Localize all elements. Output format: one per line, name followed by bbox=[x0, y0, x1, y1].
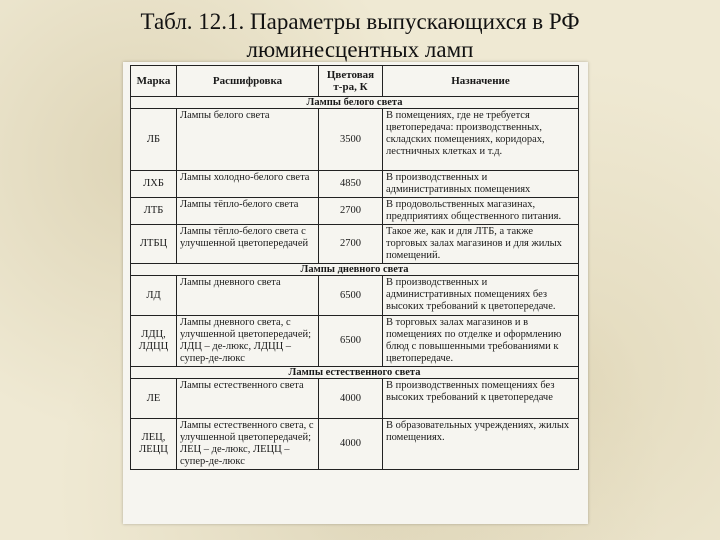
cell-temp: 2700 bbox=[319, 198, 383, 225]
scanned-table-sheet bbox=[123, 62, 588, 524]
cell-mark: ЛТБЦ bbox=[131, 225, 177, 264]
cell-decoding: Лампы дневного света, с улучшенной цветопередачей; ЛДЦ – де-люкс, ЛДЦЦ – супер-де-люкс bbox=[177, 316, 319, 367]
cell-purpose: В продовольственных магазинах, предприятиях общественного питания. bbox=[383, 198, 579, 225]
section-title-daylight: Лампы дневного света bbox=[131, 264, 579, 276]
table-row bbox=[131, 109, 579, 171]
cell-temp: 2700 bbox=[319, 225, 383, 264]
cell-mark: ЛХБ bbox=[131, 171, 177, 198]
table-row bbox=[131, 379, 579, 419]
section-row bbox=[131, 264, 579, 276]
lamp-parameters-table bbox=[130, 65, 579, 470]
table-row bbox=[131, 419, 579, 470]
cell-temp: 3500 bbox=[319, 109, 383, 171]
section-title-natural: Лампы естественного света bbox=[131, 367, 579, 379]
cell-decoding: Лампы холодно-белого света bbox=[177, 171, 319, 198]
cell-decoding: Лампы белого света bbox=[177, 109, 319, 171]
cell-mark: ЛТБ bbox=[131, 198, 177, 225]
cell-mark: ЛБ bbox=[131, 109, 177, 171]
title-line-2: люминесцентных ламп bbox=[246, 37, 474, 62]
table-row bbox=[131, 171, 579, 198]
table-row bbox=[131, 198, 579, 225]
section-row bbox=[131, 97, 579, 109]
header-purpose: Назначение bbox=[383, 66, 579, 97]
table-row bbox=[131, 316, 579, 367]
cell-decoding: Лампы тёпло-белого света с улучшенной цветопередачей bbox=[177, 225, 319, 264]
slide-title bbox=[0, 8, 720, 64]
section-title-white: Лампы белого света bbox=[131, 97, 579, 109]
cell-purpose: В помещениях, где не требуется цветопередача: производственных, складских помещениях, коридорах, лестничных клетках и т.д. bbox=[383, 109, 579, 171]
header-temp: Цветовая т-ра, К bbox=[319, 66, 383, 97]
cell-purpose: В производственных и административных помещениях bbox=[383, 171, 579, 198]
cell-decoding: Лампы дневного света bbox=[177, 276, 319, 316]
cell-temp: 4000 bbox=[319, 419, 383, 470]
cell-temp: 4000 bbox=[319, 379, 383, 419]
cell-purpose: В производственных и административных помещениях без высоких требований к цветопередаче. bbox=[383, 276, 579, 316]
cell-purpose: Такое же, как и для ЛТБ, а также торговых залах магазинов и для жилых помещений. bbox=[383, 225, 579, 264]
cell-temp: 4850 bbox=[319, 171, 383, 198]
cell-decoding: Лампы тёпло-белого света bbox=[177, 198, 319, 225]
header-decoding: Расшифровка bbox=[177, 66, 319, 97]
cell-decoding: Лампы естественного света, с улучшенной цветопередачей; ЛЕЦ – де-люкс, ЛЕЦЦ – супер-де-люкс bbox=[177, 419, 319, 470]
table-header-row bbox=[131, 66, 579, 97]
title-line-1: Табл. 12.1. Параметры выпускающихся в РФ bbox=[140, 9, 580, 34]
table-row bbox=[131, 225, 579, 264]
cell-mark: ЛЕЦ, ЛЕЦЦ bbox=[131, 419, 177, 470]
cell-temp: 6500 bbox=[319, 316, 383, 367]
cell-temp: 6500 bbox=[319, 276, 383, 316]
cell-decoding: Лампы естественного света bbox=[177, 379, 319, 419]
header-mark: Марка bbox=[131, 66, 177, 97]
cell-mark: ЛД bbox=[131, 276, 177, 316]
cell-purpose: В образовательных учреждениях, жилых помещениях. bbox=[383, 419, 579, 470]
table-row bbox=[131, 276, 579, 316]
cell-purpose: В производственных помещениях без высоких требований к цветопередаче bbox=[383, 379, 579, 419]
section-row bbox=[131, 367, 579, 379]
cell-mark: ЛЕ bbox=[131, 379, 177, 419]
cell-mark: ЛДЦ, ЛДЦЦ bbox=[131, 316, 177, 367]
cell-purpose: В торговых залах магазинов и в помещениях по отделке и оформлению блюд с повышенными требованиями к цветопередаче. bbox=[383, 316, 579, 367]
